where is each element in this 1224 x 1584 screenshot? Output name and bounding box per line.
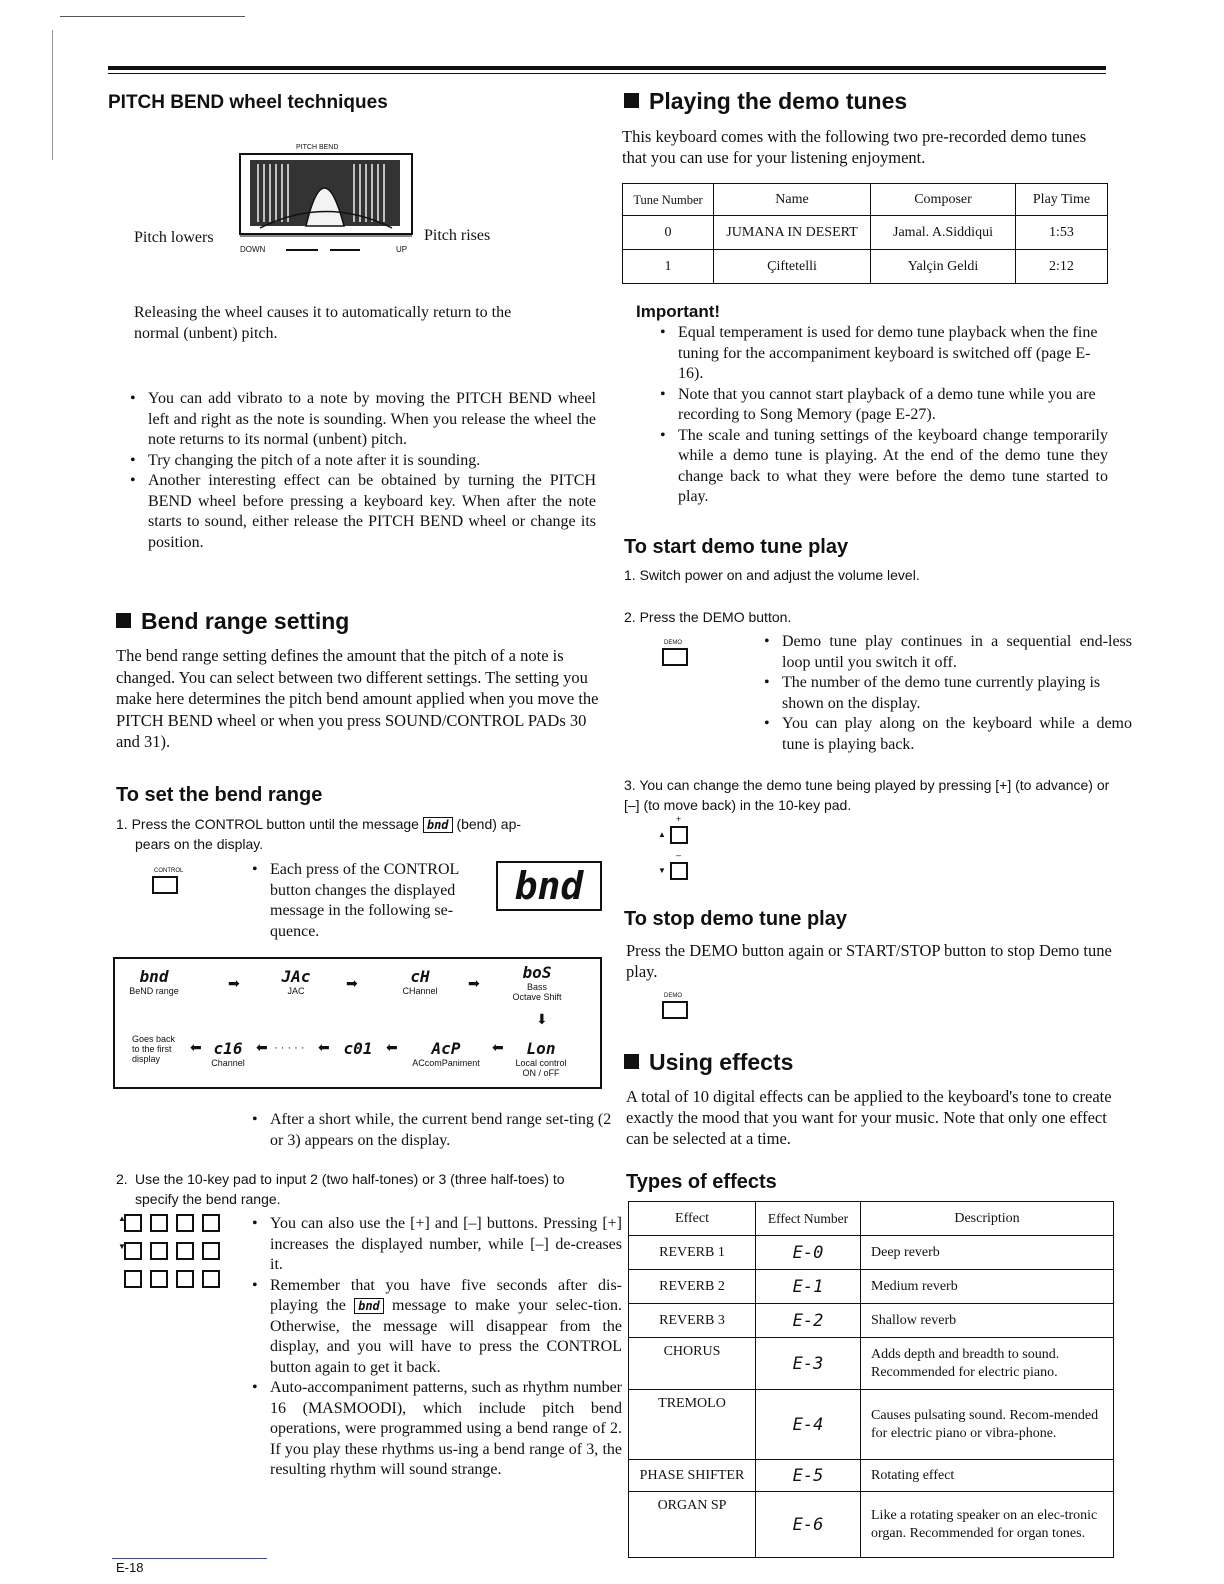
flow-label: ACcomPaniment: [412, 1058, 480, 1068]
key: [176, 1214, 194, 1232]
bullet-item: • The number of the demo tune currently playing is shown on the display.: [782, 673, 1132, 714]
effect-name: PHASE SHIFTER: [629, 1460, 756, 1492]
key: [150, 1214, 168, 1232]
bullet-item: • Another interesting effect can be obtained by turning the PITCH BEND wheel before pressing a keyboard key. When after the note starts to sound, either release the PITCH BEND wheel or change its position.: [148, 471, 596, 553]
heading-square-icon: [624, 1054, 639, 1069]
key: [124, 1270, 142, 1288]
effect-description: Adds depth and breadth to sound. Recommended for electric piano.: [861, 1338, 1114, 1390]
down-triangle-icon: ▼: [658, 866, 666, 875]
effects-title: Using effects: [649, 1049, 794, 1075]
flow-code: c01: [343, 1039, 373, 1058]
col-header: Tune Number: [623, 184, 714, 216]
table-cell: JUMANA IN DESERT: [714, 216, 871, 250]
table-cell: 1:53: [1016, 216, 1108, 250]
effect-description: Rotating effect: [861, 1460, 1114, 1492]
heading-square-icon: [116, 613, 131, 628]
control-button-label: CONTROL: [154, 868, 184, 874]
minus-key-label: ▼: [118, 1242, 126, 1251]
plus-key-label: +: [676, 814, 682, 824]
pitch-bend-wheel-illustration: [236, 140, 416, 258]
effect-name: REVERB 2: [629, 1270, 756, 1304]
bullet-item: • Auto-accompaniment patterns, such as rhythm number 16 (MASMOODI), which include pitch bend operations, were programmed using a bend range of 2. If you play these rhythms us-ing a bend range of 3, the resulting rhythm will sound strange.: [270, 1378, 622, 1481]
release-text: Releasing the wheel causes it to automatically return to the normal (unbent) pitch.: [134, 304, 512, 342]
minus-key-label: –: [676, 850, 682, 860]
plus-key-label: ▲: [118, 1214, 126, 1223]
table-cell: Çiftetelli: [714, 250, 871, 284]
bullet-item: • Equal temperament is used for demo tune playback when the fine tuning for the accompaniment keyboard is switched off (page E-16).: [678, 323, 1108, 385]
bullet-item: [270, 1276, 622, 1379]
important-title: Important!: [636, 302, 721, 321]
col-header: Description: [861, 1202, 1114, 1236]
page-number: E-18: [116, 1560, 144, 1575]
flow-label: BeND range: [129, 986, 179, 996]
table-row: [629, 1270, 1114, 1304]
bullet-item: • You can add vibrato to a note by moving the PITCH BEND wheel left and right as the note is sounding. When you release the wheel the note returns to its normal (unbent) pitch.: [148, 389, 596, 451]
bnd-display-large: bnd: [496, 861, 602, 911]
pitch-bend-bullets: [128, 389, 596, 553]
down-label: DOWN: [240, 245, 266, 254]
step-2-text: Use the 10-key pad to input 2 (two half-tones) or 3 (three half-toes) to specify the bend range.: [135, 1171, 565, 1207]
key: [202, 1214, 220, 1232]
control-bullet: [250, 860, 500, 942]
left-arrow-icon: ⬅: [256, 1041, 268, 1056]
demo-button-label: DEMO: [664, 993, 682, 999]
bnd-inline-display: bnd: [423, 817, 453, 833]
left-arrow-icon: ⬅: [492, 1041, 504, 1056]
effect-name: ORGAN SP: [629, 1492, 756, 1558]
left-arrow-icon: ⬅: [386, 1041, 398, 1056]
table-cell: 1: [623, 250, 714, 284]
flow-label: CHannel: [402, 986, 438, 996]
pitch-bend-label: PITCH BEND: [296, 144, 339, 151]
flow-code: cH: [410, 967, 430, 986]
bullet-item: • After a short while, the current bend range set-ting (2 or 3) appears on the display.: [270, 1110, 622, 1151]
effect-name: TREMOLO: [629, 1390, 756, 1460]
effects-intro: A total of 10 digital effects can be applied to the keyboard's tone to create exactly the mood that you want for your music. Note that only one effect can be selected at a time.: [626, 1087, 1112, 1148]
flow-bnd: [124, 968, 184, 996]
key: [150, 1270, 168, 1288]
top-rule-thin: [108, 73, 1106, 74]
left-arrow-icon: ⬅: [318, 1041, 330, 1056]
table-cell: Yalçin Geldi: [871, 250, 1016, 284]
flow-code: JAc: [281, 967, 311, 986]
effects-table: [628, 1201, 1114, 1558]
set-bend-range-title: To set the bend range: [116, 784, 323, 806]
effect-number: E-2: [756, 1304, 861, 1338]
step-2-number: 2.: [116, 1171, 128, 1187]
effect-description: Medium reverb: [861, 1270, 1114, 1304]
table-cell: Jamal. A.Siddiqui: [871, 216, 1016, 250]
flow-bos: [512, 964, 562, 1002]
control-button-icon: [152, 868, 184, 894]
col-header: Name: [714, 184, 871, 216]
important-bullets: [658, 323, 1108, 508]
demo-button-icon: [662, 640, 688, 666]
effect-name: CHORUS: [629, 1338, 756, 1390]
start-demo-title: To start demo tune play: [624, 536, 849, 558]
key: [150, 1242, 168, 1260]
effect-description: Deep reverb: [861, 1236, 1114, 1270]
step-2-bullets: [250, 1214, 622, 1481]
stop-demo-title: To stop demo tune play: [624, 908, 847, 930]
bend-range-heading: [116, 608, 349, 635]
effect-number: E-0: [756, 1236, 861, 1270]
down-arrow-icon: ⬇: [536, 1013, 548, 1028]
stop-demo-text: Press the DEMO button again or START/STOP button to stop Demo tune play.: [626, 941, 1112, 981]
effect-number: E-5: [756, 1460, 861, 1492]
step-1-text-b: (bend) ap-: [456, 816, 522, 832]
up-label: UP: [396, 245, 408, 254]
top-rule-thick: [108, 66, 1106, 70]
table-row: [623, 250, 1108, 284]
flow-acp: [406, 1040, 486, 1068]
flow-label: Bass Octave Shift: [512, 982, 562, 1002]
right-arrow-icon: ➡: [468, 977, 480, 992]
table-row: [629, 1304, 1114, 1338]
flow-ch: [390, 968, 450, 996]
flow-code: boS: [522, 963, 552, 982]
flow-label: Channel: [211, 1058, 245, 1068]
col-header: Play Time: [1016, 184, 1108, 216]
key-plus: [124, 1214, 142, 1232]
key: [202, 1242, 220, 1260]
flow-goes-back: Goes back to the first display: [132, 1034, 176, 1064]
corner-mark: [60, 16, 245, 17]
types-of-effects-title: Types of effects: [626, 1171, 777, 1193]
bullet-item: • You can play along on the keyboard while a demo tune is playing back.: [782, 714, 1132, 755]
bullet-item: • You can also use the [+] and [–] buttons. Pressing [+] increases the displayed number, while [–] de-creases it.: [270, 1214, 622, 1276]
flow-label: JAC: [287, 986, 305, 996]
bullet-text-a: Remember that you have five seconds after dis-playing the: [270, 1276, 622, 1314]
bullet-item: • Demo tune play continues in a sequential end-less loop until you switch it off.: [782, 632, 1132, 673]
demo-heading: [624, 88, 907, 115]
start-step-3: 3. You can change the demo tune being played by pressing [+] (to advance) or [–] (to move back) in the 10-key pad.: [624, 777, 1110, 813]
table-cell: 0: [623, 216, 714, 250]
flow-c01: [338, 1040, 378, 1058]
flow-lon: [510, 1040, 572, 1078]
demo-tunes-table: [622, 183, 1108, 284]
effect-number: E-3: [756, 1338, 861, 1390]
flow-label: Local control ON / oFF: [515, 1058, 567, 1078]
demo-title: Playing the demo tunes: [649, 88, 908, 114]
key: [202, 1270, 220, 1288]
effect-name: REVERB 1: [629, 1236, 756, 1270]
bullet-item: • The scale and tuning settings of the keyboard change temporarily while a demo tune is playing. At the end of the demo tune they change back to what they were before the demo tune started to play.: [678, 426, 1108, 508]
table-row: [629, 1390, 1114, 1460]
bullet-item: • Note that you cannot start playback of a demo tune while you are recording to Song Memory (page E-27).: [678, 385, 1108, 426]
pitch-rises-label: Pitch rises: [424, 227, 491, 244]
left-arrow-icon: ⬅: [190, 1041, 202, 1056]
bend-range-title: Bend range setting: [141, 608, 350, 634]
bend-range-intro: The bend range setting defines the amount that the pitch of a note is changed. You can select between two different settings. The setting you make here determines the pitch bend amount applied when you move the PITCH BEND wheel or when you press SOUND/CONTROL PADs 30 and 31).: [116, 646, 599, 751]
flow-code: c16: [213, 1039, 243, 1058]
key-minus: [124, 1242, 142, 1260]
demo-button-icon: [662, 993, 688, 1019]
page-number-rule: [112, 1558, 267, 1559]
table-row: [623, 216, 1108, 250]
heading-square-icon: [624, 93, 639, 108]
down-arrow: [286, 249, 318, 251]
flow-c16: [208, 1040, 248, 1068]
after-while-bullet: [250, 1110, 622, 1151]
demo-intro: This keyboard comes with the following two pre-recorded demo tunes that you can use for your listening enjoyment.: [622, 127, 1087, 167]
effect-number: E-4: [756, 1390, 861, 1460]
flow-code: AcP: [431, 1039, 461, 1058]
col-header: Composer: [871, 184, 1016, 216]
effects-heading: [624, 1049, 793, 1076]
table-row: [629, 1338, 1114, 1390]
minus-key: [670, 862, 688, 880]
col-header: Effect Number: [756, 1202, 861, 1236]
flow-code: bnd: [139, 967, 169, 986]
up-triangle-icon: ▲: [658, 830, 666, 839]
bullet-item: • Try changing the pitch of a note after it is sounding.: [148, 451, 596, 472]
flow-jac: [266, 968, 326, 996]
step-1: [116, 814, 606, 854]
table-row: [629, 1236, 1114, 1270]
effect-number: E-1: [756, 1270, 861, 1304]
start-step-1: 1. Switch power on and adjust the volume level.: [624, 567, 920, 583]
table-row: [629, 1460, 1114, 1492]
step-2: [116, 1169, 612, 1209]
demo-button-label: DEMO: [664, 640, 682, 646]
ten-key-pad: [118, 1214, 218, 1296]
start-step-2: 2. Press the DEMO button.: [624, 609, 792, 625]
bullet-item: • Each press of the CONTROL button changes the displayed message in the following se-quence.: [270, 860, 500, 942]
effect-name: REVERB 3: [629, 1304, 756, 1338]
effect-description: Shallow reverb: [861, 1304, 1114, 1338]
step-1-text-c: pears on the display.: [135, 836, 264, 852]
flow-code: Lon: [526, 1039, 556, 1058]
up-arrow: [330, 249, 360, 251]
key: [176, 1270, 194, 1288]
step-1-number: 1.: [116, 816, 128, 832]
effect-number: E-6: [756, 1492, 861, 1558]
key: [176, 1242, 194, 1260]
bnd-inline-display: bnd: [354, 1298, 384, 1314]
table-cell: 2:12: [1016, 250, 1108, 284]
right-arrow-icon: ➡: [228, 977, 240, 992]
table-row: [629, 1492, 1114, 1558]
pitch-lowers-label: Pitch lowers: [134, 229, 214, 246]
effect-description: Like a rotating speaker on an elec-tronic organ. Recommended for organ tones.: [861, 1492, 1114, 1558]
margin-mark: [52, 30, 53, 160]
right-arrow-icon: ➡: [346, 977, 358, 992]
start-bullets: [762, 632, 1132, 755]
col-header: Effect: [629, 1202, 756, 1236]
effect-description: Causes pulsating sound. Recom-mended for electric piano or vibra-phone.: [861, 1390, 1114, 1460]
pitch-bend-title: PITCH BEND wheel techniques: [108, 92, 388, 113]
flow-dots: · · · · ·: [274, 1042, 305, 1054]
plus-key: [670, 826, 688, 844]
bullet-text-b: message to make your selec-tion. Otherwise, the message will disappear from the display, and you will have to press the CONTROL button again to get it back.: [270, 1297, 622, 1376]
step-1-text-a: Press the CONTROL button until the message: [131, 816, 419, 832]
